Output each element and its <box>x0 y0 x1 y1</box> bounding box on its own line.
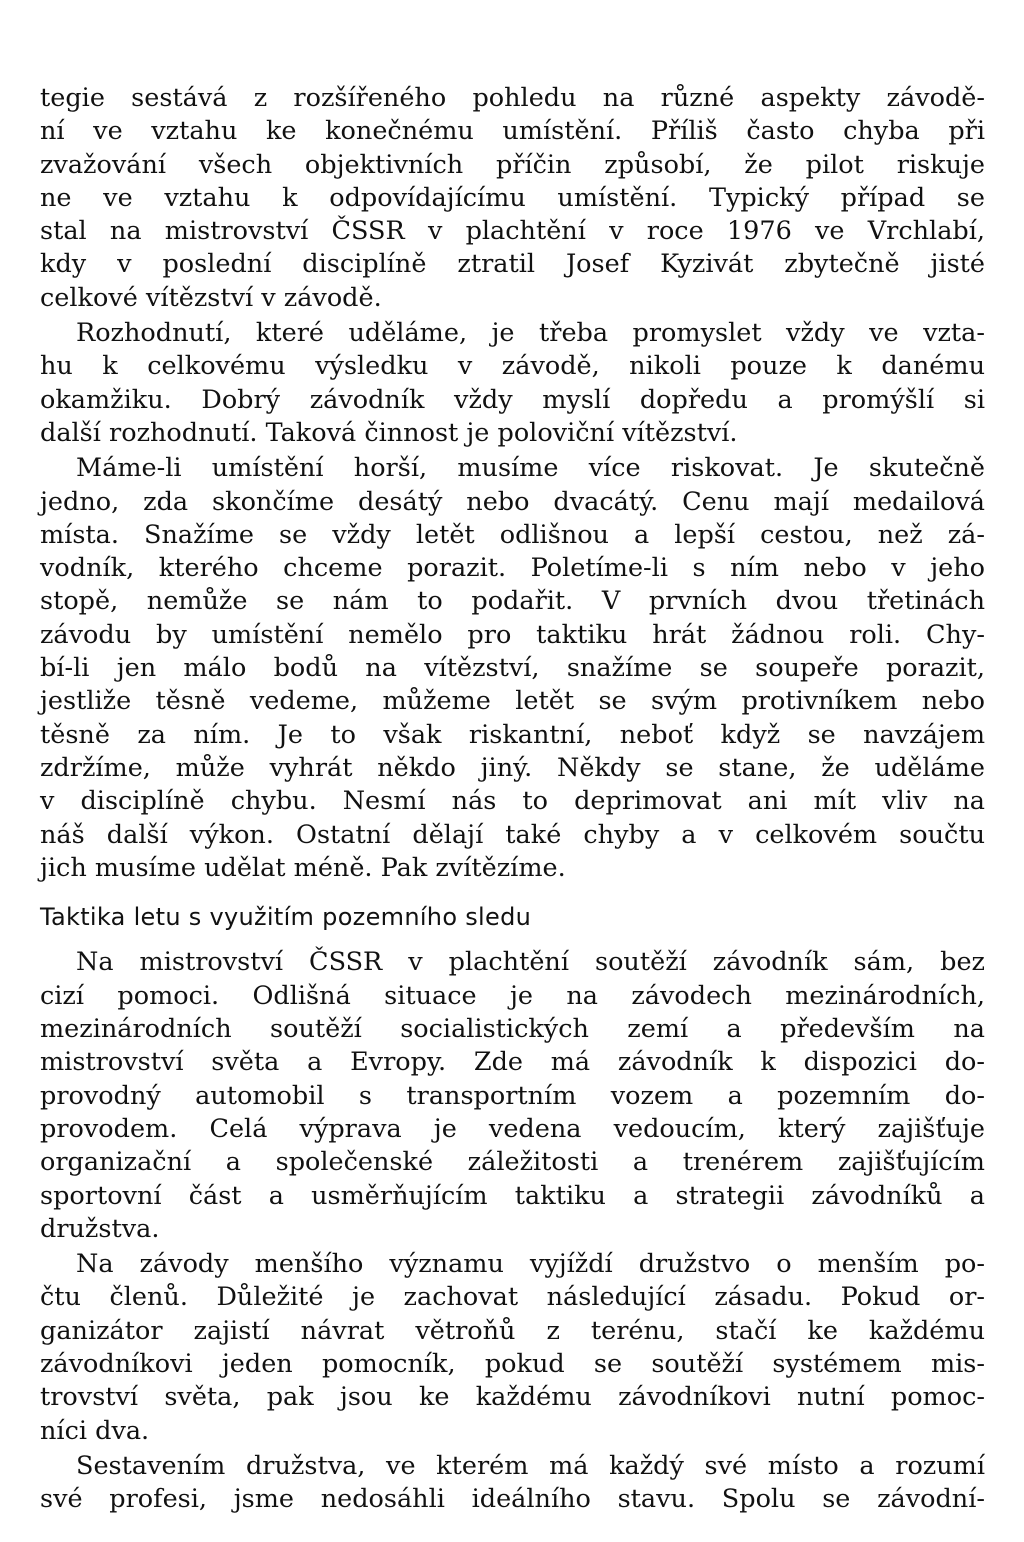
text-line: kdy v poslední disciplíně ztratil Josef Kyzivát zbytečně jisté <box>40 249 985 280</box>
text-line: jestliže těsně vedeme, můžeme letět se svým protivníkem nebo <box>40 686 985 717</box>
text-line: trovství světa, pak jsou ke každému závodníkovi nutní pomoc- <box>40 1382 985 1413</box>
text-line: celkové vítězství v závodě. <box>40 282 382 313</box>
text-line: místa. Snažíme se vždy letět odlišnou a lepší cestou, než zá- <box>40 519 985 550</box>
paragraph-ranking-risk <box>40 452 985 885</box>
text-line: Na mistrovství ČSSR v plachtění soutěží závodník sám, bez <box>76 947 985 978</box>
text-line: těsně za ním. Je to však riskantní, neboť když se navzájem <box>40 719 985 750</box>
text-line: v disciplíně chybu. Nesmí nás to deprimovat ani mít vliv na <box>40 786 985 817</box>
text-line: zvažování všech objektivních příčin způsobí, že pilot riskuje <box>40 149 985 180</box>
text-line: níci dva. <box>40 1415 150 1446</box>
paragraph-ground-crew <box>40 946 985 1246</box>
text-line: zdržíme, může vyhrát někdo jiný. Někdy se stane, že uděláme <box>40 752 985 783</box>
text-line: provodný automobil s transportním vozem a pozemním do- <box>40 1080 985 1111</box>
book-page <box>40 82 985 1518</box>
text-line: bí-li jen málo bodů na vítězství, snažíme se soupeře porazit, <box>40 653 985 684</box>
text-line: jedno, zda skončíme desátý nebo dvacátý. Cenu mají medailová <box>40 486 985 517</box>
text-line: organizační a společenské záležitosti a trenérem zajišťujícím <box>40 1147 985 1178</box>
text-line: cizí pomoci. Odlišná situace je na závodech mezinárodních, <box>40 980 985 1011</box>
text-line: své profesi, jsme nedosáhli ideálního stavu. Spolu se závodní- <box>40 1484 985 1515</box>
text-line: jich musíme udělat méně. Pak zvítězíme. <box>40 852 566 883</box>
paragraph-decisions <box>40 317 985 450</box>
text-line: Máme-li umístění horší, musíme více riskovat. Je skutečně <box>76 453 985 484</box>
text-line: ní ve vztahu ke konečnému umístění. Příliš často chyba při <box>40 116 985 147</box>
section-heading: Taktika letu s využitím pozemního sledu <box>40 903 532 932</box>
text-line: okamžiku. Dobrý závodník vždy myslí dopředu a promýšlí si <box>40 384 985 415</box>
text-line: sportovní část a usměrňujícím taktiku a strategii závodníků a <box>40 1180 985 1211</box>
text-line: tegie sestává z rozšířeného pohledu na různé aspekty závodě- <box>40 83 985 113</box>
text-line: ne ve vztahu k odpovídajícímu umístění. Typický případ se <box>40 182 985 213</box>
paragraph-strategy-overview <box>40 82 985 315</box>
paragraph-team-composition <box>40 1450 985 1517</box>
text-line: mistrovství světa a Evropy. Zde má závodník k dispozici do- <box>40 1047 985 1078</box>
paragraph-smaller-events <box>40 1248 985 1448</box>
text-line: vodník, kterého chceme porazit. Poletíme-li s ním nebo v jeho <box>40 553 985 584</box>
text-line: Sestavením družstva, ve kterém má každý své místo a rozumí <box>76 1450 985 1481</box>
text-line: Na závody menšího významu vyjíždí družstvo o menším po- <box>76 1249 985 1280</box>
text-line: další rozhodnutí. Taková činnost je poloviční vítězství. <box>40 417 738 448</box>
text-line: závodu by umístění nemělo pro taktiku hrát žádnou roli. Chy- <box>40 619 985 650</box>
text-line: stal na mistrovství ČSSR v plachtění v roce 1976 ve Vrchlabí, <box>40 216 985 247</box>
text-line: čtu členů. Důležité je zachovat následující zásadu. Pokud or- <box>40 1282 985 1313</box>
text-line: náš další výkon. Ostatní dělají také chyby a v celkovém součtu <box>40 819 985 850</box>
text-line: stopě, nemůže se nám to podařit. V prvních dvou třetinách <box>40 586 985 617</box>
text-line: hu k celkovému výsledku v závodě, nikoli pouze k danému <box>40 351 985 382</box>
text-line: družstva. <box>40 1213 160 1244</box>
text-line: závodníkovi jeden pomocník, pokud se soutěží systémem mis- <box>40 1348 985 1379</box>
text-line: provodem. Celá výprava je vedena vedoucím, který zajišťuje <box>40 1113 985 1144</box>
text-line: ganizátor zajistí návrat větroňů z terénu, stačí ke každému <box>40 1315 985 1346</box>
text-line: mezinárodních soutěží socialistických zemí a především na <box>40 1014 985 1045</box>
text-line: Rozhodnutí, které uděláme, je třeba promyslet vždy ve vzta- <box>76 318 985 349</box>
